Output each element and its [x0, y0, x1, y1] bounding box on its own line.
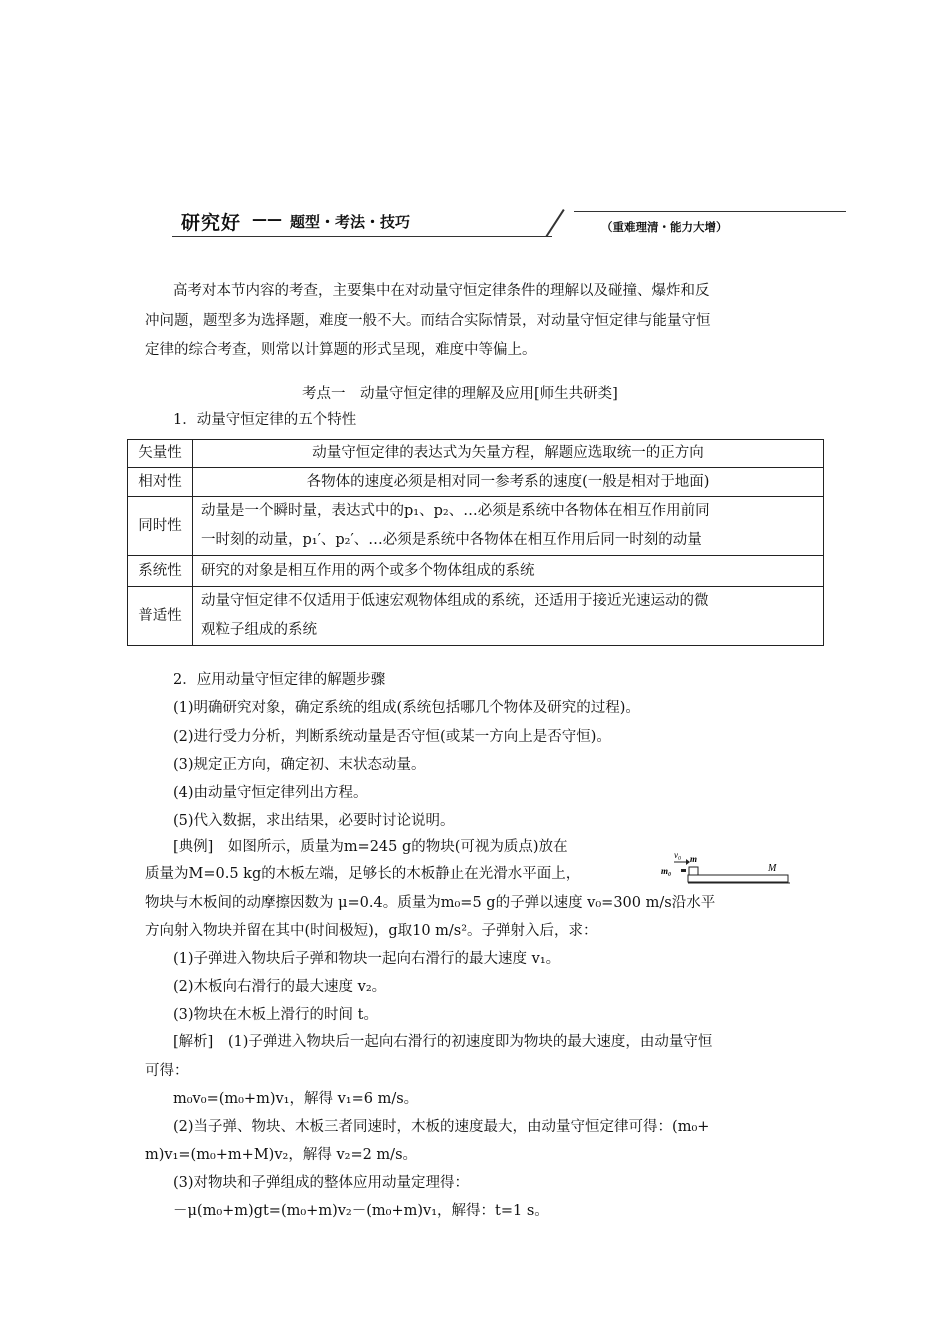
- table-row: [128, 440, 824, 468]
- solution-line: 可得：: [145, 1063, 189, 1079]
- example-line: (3)物块在木板上滑行的时间 t。: [173, 1007, 378, 1023]
- table-key: 系统性: [128, 556, 193, 587]
- label-M: M: [768, 863, 777, 874]
- table-row: [128, 587, 824, 646]
- table-value: 各物体的速度必须是相对同一参考系的速度(一般是相对于地面): [193, 468, 824, 497]
- solution-line: －μ(m₀+m)gt=(m₀+m)v₂－(m₀+m)v₁，解得：t=1 s。: [173, 1203, 549, 1219]
- table-value: 动量守恒定律的表达式为矢量方程，解题应选取统一的正方向: [193, 440, 824, 468]
- table-key: 同时性: [128, 497, 193, 556]
- subsection-title-2: 2．应用动量守恒定律的解题步骤: [173, 672, 386, 688]
- section-title: 考点一 动量守恒定律的理解及应用[师生共研类]: [302, 386, 618, 402]
- header-bottom-line: [172, 236, 552, 237]
- example-line: (2)木板向右滑行的最大速度 v₂。: [173, 979, 387, 995]
- subsection-title-1: 1．动量守恒定律的五个特性: [173, 412, 357, 428]
- table-value-line: 动量守恒定律不仅适用于低速宏观物体组成的系统，还适用于接近光速运动的微: [201, 593, 709, 609]
- table-value: [193, 497, 824, 556]
- table-value-line: 观粒子组成的系统: [201, 622, 317, 638]
- example-line: (1)子弹进入物块后子弹和物块一起向右滑行的最大速度 v₁。: [173, 951, 561, 967]
- example-figure: [660, 850, 800, 890]
- label-v0: v₀: [674, 850, 682, 860]
- intro-line: 高考对本节内容的考查，主要集中在对动量守恒定律条件的理解以及碰撞、爆炸和反: [173, 283, 710, 299]
- block: [689, 867, 698, 875]
- table-row: [128, 556, 824, 587]
- table-key: 相对性: [128, 468, 193, 497]
- header-subtitle: 题型・考法・技巧: [290, 213, 411, 231]
- label-m: m: [690, 854, 698, 864]
- step-item: (4)由动量守恒定律列出方程。: [173, 785, 368, 801]
- header-slash: [546, 209, 565, 237]
- header-title: 研究好: [181, 212, 242, 234]
- intro-line: 定律的综合考查，则常以计算题的形式呈现，难度中等偏上。: [145, 342, 537, 358]
- table-row: [128, 468, 824, 497]
- step-item: (5)代入数据，求出结果，必要时讨论说明。: [173, 813, 455, 829]
- header-dash: ——: [252, 210, 282, 228]
- table-key: 矢量性: [128, 440, 193, 468]
- properties-table: [127, 439, 824, 646]
- table-row: [128, 497, 824, 556]
- header-right-label: （重难理清・能力大增）: [601, 220, 728, 234]
- table-value-line: 一时刻的动量，p₁′、p₂′、…必须是系统中各物体在相互作用后同一时刻的动量: [201, 532, 702, 548]
- table-value: 研究的对象是相互作用的两个或多个物体组成的系统: [193, 556, 824, 587]
- solution-line: m₀v₀=(m₀+m)v₁，解得 v₁=6 m/s。: [173, 1091, 419, 1107]
- table-value: [193, 587, 824, 646]
- step-item: (2)进行受力分析，判断系统动量是否守恒(或某一方向上是否守恒)。: [173, 729, 611, 745]
- step-item: (3)规定正方向，确定初、末状态动量。: [173, 757, 426, 773]
- label-m0: m₀: [661, 866, 672, 876]
- board: [688, 875, 788, 882]
- step-item: (1)明确研究对象，确定系统的组成(系统包括哪几个物体及研究的过程)。: [173, 700, 640, 716]
- intro-line: 冲问题，题型多为选择题，难度一般不大。而结合实际情景，对动量守恒定律与能量守恒: [145, 313, 711, 329]
- bullet: [681, 869, 686, 872]
- solution-line: (3)对物块和子弹组成的整体应用动量定理得：: [173, 1175, 470, 1191]
- example-line: 质量为M=0.5 kg的木板左端，足够长的木板静止在光滑水平面上，: [145, 866, 581, 882]
- example-line: [典例] 如图所示，质量为m=245 g的物块(可视为质点)放在: [173, 839, 568, 855]
- solution-line: [解析] (1)子弹进入物块后一起向右滑行的初速度即为物块的最大速度，由动量守恒: [173, 1034, 713, 1050]
- header-top-line: [574, 211, 846, 212]
- solution-line: (2)当子弹、物块、木板三者同速时，木板的速度最大，由动量守恒定律可得：(m₀+: [173, 1119, 710, 1135]
- example-line: 物块与木板间的动摩擦因数为 μ=0.4。质量为m₀=5 g的子弹以速度 v₀=300 m/s沿水平: [145, 895, 716, 911]
- example-line: 方向射入物块并留在其中(时间极短)，g取10 m/s²。子弹射入后，求：: [145, 923, 598, 939]
- table-value-line: 动量是一个瞬时量，表达式中的p₁、p₂、…必须是系统中各物体在相互作用前同: [201, 503, 710, 519]
- solution-line: m)v₁=(m₀+m+M)v₂，解得 v₂=2 m/s。: [145, 1147, 418, 1163]
- table-key: 普适性: [128, 587, 193, 646]
